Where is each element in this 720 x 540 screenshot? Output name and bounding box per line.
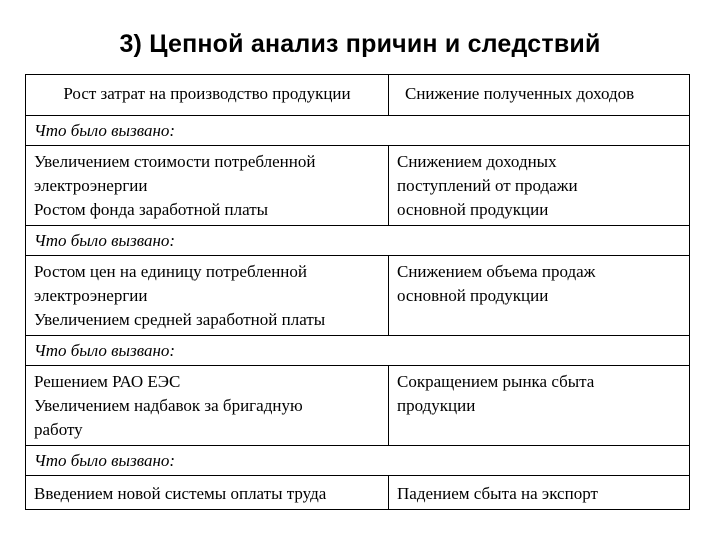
cause-cell (26, 476, 389, 510)
effect-cell (389, 256, 690, 336)
table-header-row (26, 75, 690, 116)
question-row (26, 226, 690, 256)
effect-line: Снижением доходных (397, 152, 557, 171)
cause-line: работу (34, 420, 83, 439)
effect-cell (389, 366, 690, 446)
question-label: Что было вызвано: (26, 116, 690, 146)
analysis-table (25, 74, 690, 510)
table-row (26, 366, 690, 446)
question-label: Что было вызвано: (26, 226, 690, 256)
cause-line: электроэнергии (34, 286, 148, 305)
effect-cell (389, 146, 690, 226)
cause-line: Ростом фонда заработной платы (34, 200, 269, 219)
cause-line: Увеличением средней заработной платы (34, 310, 326, 329)
question-row (26, 116, 690, 146)
effect-line: основной продукции (397, 200, 549, 219)
question-row (26, 446, 690, 476)
cause-line: Увеличением надбавок за бригадную (34, 396, 303, 415)
header-right-cell: Снижение полученных доходов (389, 75, 690, 116)
effect-line: поступлений от продажи (397, 176, 578, 195)
cause-line: Введением новой системы оплаты труда (34, 484, 327, 503)
question-label: Что было вызвано: (26, 336, 690, 366)
cause-cell (26, 256, 389, 336)
question-row (26, 336, 690, 366)
effect-line: Падением сбыта на экспорт (397, 484, 598, 503)
cause-line: Ростом цен на единицу потребленной (34, 262, 307, 281)
header-left-cell: Рост затрат на производство продукции (26, 75, 389, 116)
slide-title: 3) Цепной анализ причин и следствий (119, 30, 601, 58)
table-row (26, 476, 690, 510)
effect-line: продукции (397, 396, 476, 415)
cause-cell (26, 366, 389, 446)
cause-line: Увеличением стоимости потребленной (34, 152, 316, 171)
effect-line: Снижением объема продаж (397, 262, 596, 281)
cause-line: Решением РАО ЕЭС (34, 372, 181, 391)
effect-line: основной продукции (397, 286, 549, 305)
effect-line: Сокращением рынка сбыта (397, 372, 595, 391)
effect-cell (389, 476, 690, 510)
cause-line: электроэнергии (34, 176, 148, 195)
table-row (26, 146, 690, 226)
table-row (26, 256, 690, 336)
question-label: Что было вызвано: (26, 446, 690, 476)
cause-cell (26, 146, 389, 226)
